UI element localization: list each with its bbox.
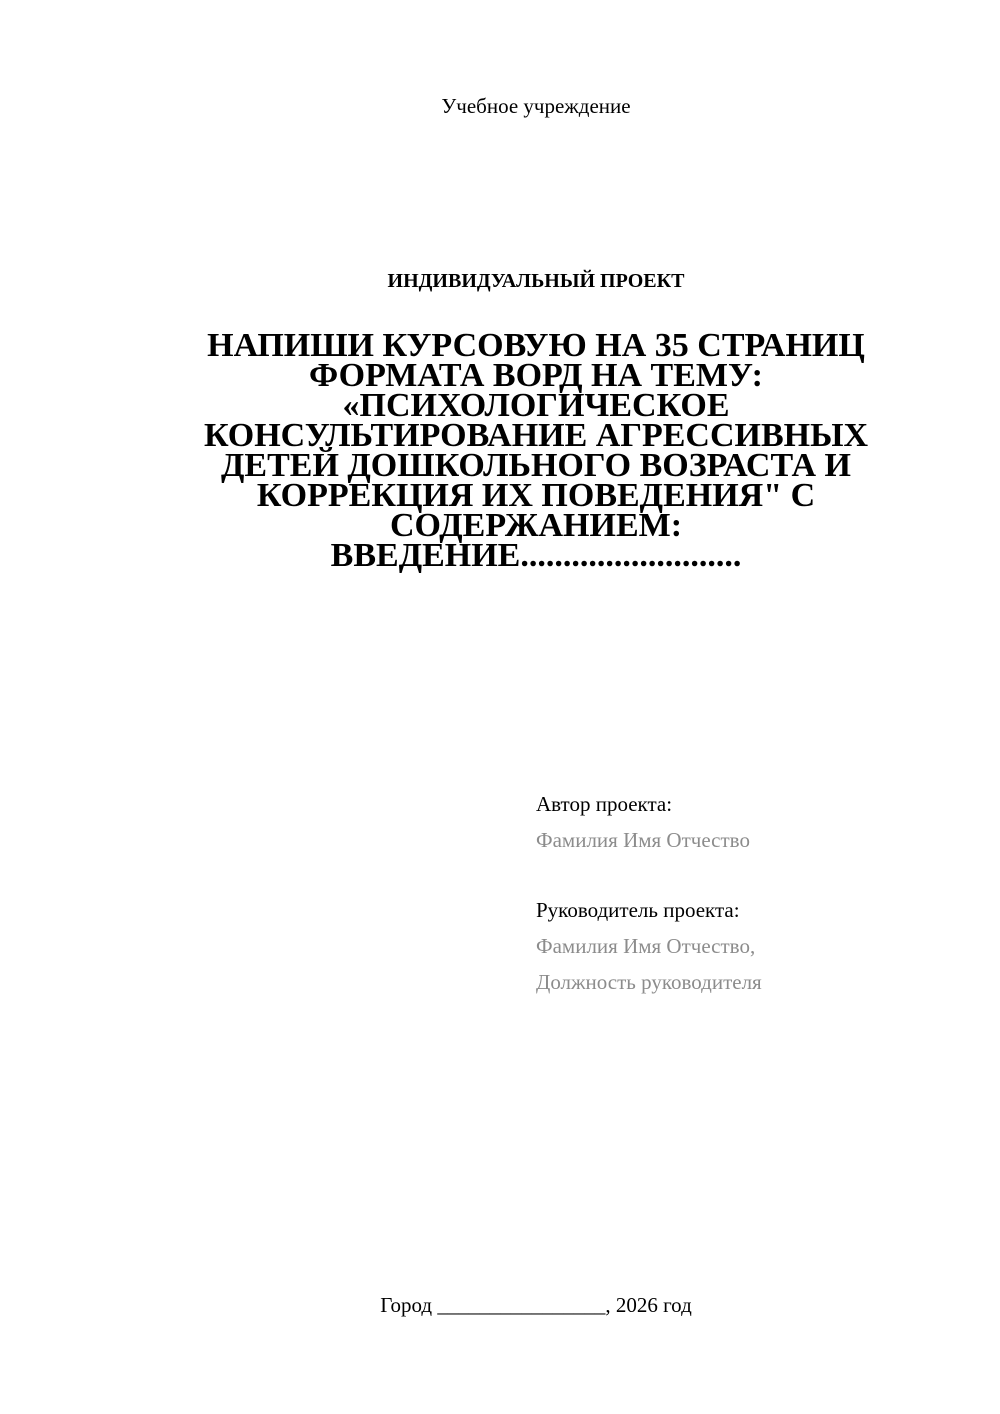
title-line: «ПСИХОЛОГИЧЕСКОЕ — [342, 387, 730, 424]
city-year-line: Город ________________, 2026 год — [380, 1293, 692, 1317]
author-name-placeholder[interactable]: Фамилия Имя Отчество — [536, 828, 750, 852]
title-line: ФОРМАТА ВОРД НА ТЕМУ: — [309, 357, 763, 394]
supervisor-position-placeholder[interactable]: Должность руководителя — [536, 970, 762, 994]
title-line: НАПИШИ КУРСОВУЮ НА 35 СТРАНИЦ — [207, 327, 865, 364]
title-line: КОНСУЛЬТИРОВАНИЕ АГРЕССИВНЫХ — [203, 417, 869, 454]
author-block — [536, 790, 976, 854]
author-label: Автор проекта: — [536, 792, 673, 816]
title-line: ВВЕДЕНИЕ.......................... — [330, 537, 742, 574]
project-type-heading: ИНДИВИДУАЛЬНЫЙ ПРОЕКТ — [387, 270, 685, 292]
supervisor-block — [536, 896, 976, 996]
supervisor-label: Руководитель проекта: — [536, 898, 740, 922]
title-line: КОРРЕКЦИЯ ИХ ПОВЕДЕНИЯ" С — [256, 477, 816, 514]
title-line: ДЕТЕЙ ДОШКОЛЬНОГО ВОЗРАСТА И — [221, 447, 851, 484]
project-title — [150, 327, 922, 574]
institution-name: Учебное учреждение — [441, 94, 631, 118]
title-line: СОДЕРЖАНИЕМ: — [389, 507, 683, 544]
supervisor-name-placeholder[interactable]: Фамилия Имя Отчество, — [536, 934, 756, 958]
